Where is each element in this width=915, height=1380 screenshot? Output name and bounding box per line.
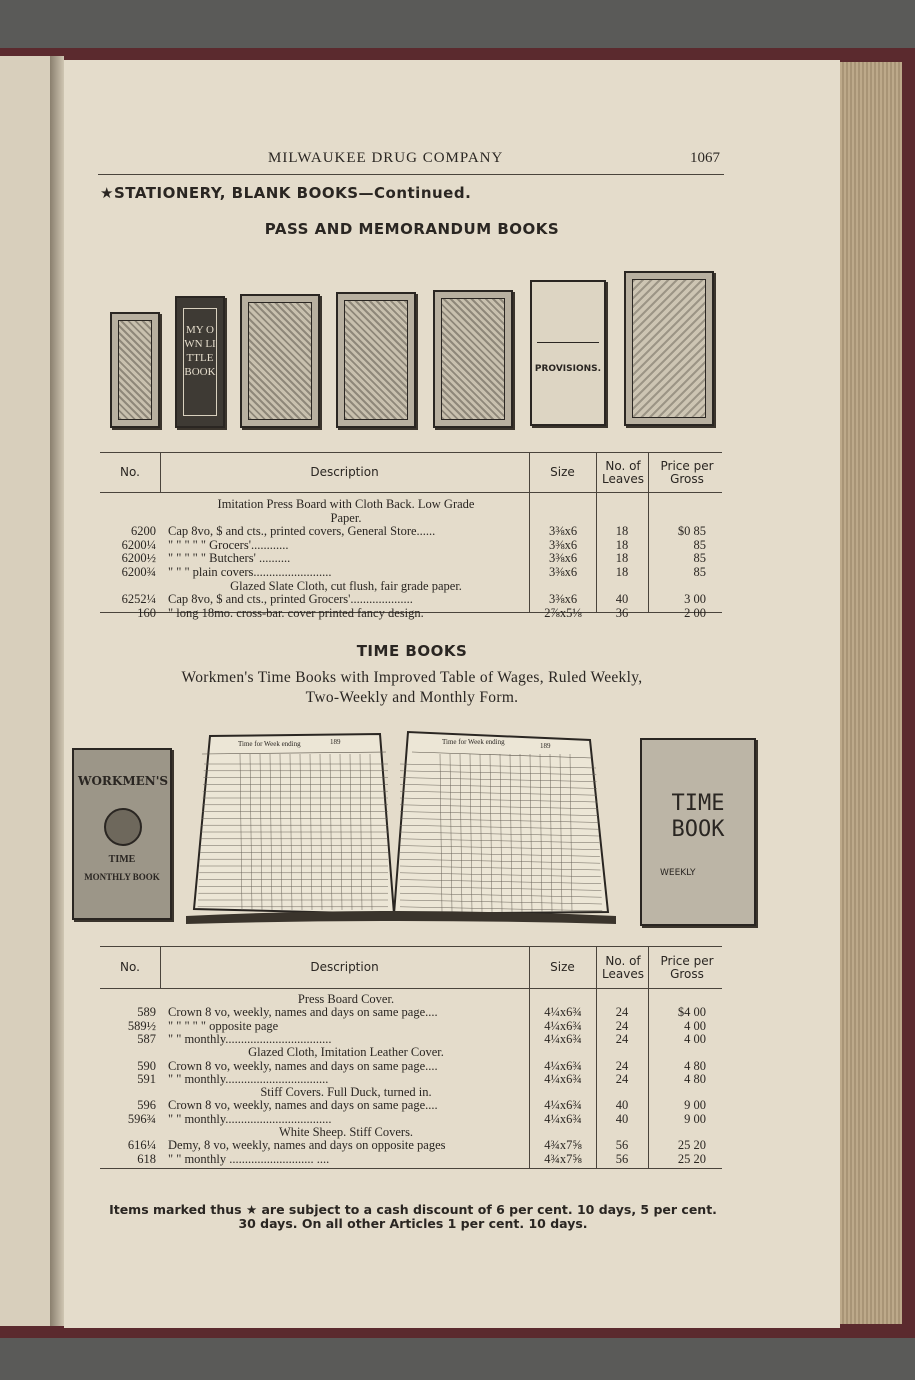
table-cell-price: 4 00	[684, 1019, 706, 1033]
book-gutter	[50, 56, 64, 1326]
table-cell-no: 160	[137, 606, 156, 620]
table-cell-leaves: 24	[615, 1006, 629, 1020]
pass-book-image	[624, 271, 714, 426]
time-books-subheading: Workmen's Time Books with Improved Table of Wages, Ruled Weekly,	[181, 669, 643, 686]
pass-book-image	[530, 280, 606, 426]
table-col-rule	[596, 452, 597, 612]
table-cell-no: 587	[137, 1032, 156, 1046]
col-header: Price per Gross	[660, 459, 714, 486]
col-header: Description	[310, 465, 379, 479]
table-cell-price: $0 85	[677, 525, 706, 539]
table-rule	[100, 1168, 722, 1169]
table-cell-desc: " " monthly..................................	[168, 1032, 332, 1046]
pass-book-image	[175, 296, 225, 428]
table-cell-leaves: 40	[615, 1099, 629, 1113]
table-cell-no: 596¾	[127, 1112, 156, 1126]
table-cell-size: 4¼x6¾	[544, 1032, 582, 1046]
col-header: Size	[550, 465, 575, 479]
table-cell-desc: Cap 8vo, $ and cts., printed Grocers'....................	[168, 593, 413, 607]
header-rule	[98, 174, 724, 175]
pass-book-image	[240, 294, 320, 428]
table-cell-no: 616¼	[127, 1139, 156, 1153]
table-cell-leaves: 24	[615, 1032, 629, 1046]
pass-book-image	[110, 312, 160, 428]
table-cell-desc: Paper.	[330, 511, 362, 525]
table-cell-leaves: 24	[615, 1059, 629, 1073]
table-cell-size: 4¼x6¾	[544, 1072, 582, 1086]
table-cell-desc: Glazed Slate Cloth, cut flush, fair grade paper.	[230, 579, 462, 593]
table-cell-price: 4 80	[684, 1059, 706, 1073]
table-cell-leaves: 40	[615, 1112, 629, 1126]
right-book-title: BOOK	[671, 817, 725, 842]
table-col-rule	[596, 946, 597, 1168]
table-cell-desc: " long 18mo. cross-bar. cover printed fancy design.	[168, 606, 424, 620]
clock-icon	[104, 808, 142, 846]
table-rule	[100, 492, 722, 493]
table-cell-desc: " " " " " Butchers' ..........	[168, 552, 291, 566]
table-cell-leaves: 56	[615, 1139, 629, 1153]
table-cell-desc: " " monthly ........................... ....	[168, 1152, 330, 1166]
col-header: No. of Leaves	[602, 954, 644, 981]
col-header: No. of Leaves	[602, 459, 644, 486]
left-book-sub: MONTHLY BOOK	[84, 872, 160, 882]
left-book-sub: TIME	[108, 854, 136, 865]
table-cell-no: 6200¼	[121, 538, 156, 552]
time-books-subheading: Two-Weekly and Monthly Form.	[305, 689, 519, 706]
table-cell-leaves: 36	[615, 606, 629, 620]
table-cell-size: 3⅜x6	[548, 566, 578, 579]
table-cell-size: 4¼x6¾	[544, 1099, 582, 1113]
table-cell-price: 85	[693, 566, 706, 579]
table-cell-leaves: 40	[615, 593, 629, 607]
table-cell-no: 618	[137, 1152, 156, 1166]
table-cell-leaves: 18	[615, 538, 629, 552]
table-cell-desc: White Sheep. Stiff Covers.	[278, 1126, 414, 1139]
right-book-sub: WEEKLY	[660, 868, 696, 878]
table-col-rule	[648, 452, 649, 612]
open-book-label: Time for Week ending	[238, 740, 301, 748]
table-cell-no: 6252¼	[121, 593, 156, 607]
table-cell-price: 85	[693, 538, 706, 552]
table-cell-no: 6200	[131, 525, 156, 539]
open-book-year: 189	[330, 738, 341, 746]
table-cell-no: 596	[137, 1099, 156, 1113]
table-cell-size: 3⅜x6	[548, 593, 578, 607]
table-rule	[100, 988, 722, 989]
table-cell-desc: Cap 8vo, $ and cts., printed covers, General Store......	[168, 525, 436, 539]
table-col-rule	[648, 946, 649, 1168]
table-cell-size: 4¾x7⅝	[544, 1152, 582, 1166]
table-cell-leaves: 24	[615, 1019, 629, 1033]
table-cell-price: 4 00	[684, 1032, 706, 1046]
table-cell-desc: Crown 8 vo, weekly, names and days on same page....	[168, 1006, 438, 1020]
left-book-title: WORKMEN'S	[78, 774, 169, 788]
section-title: ★STATIONERY, BLANK BOOKS—Continued.	[100, 184, 472, 202]
workmens-time-book-image	[72, 748, 172, 920]
footer-note: 30 days. On all other Articles 1 per cent. 10 days.	[238, 1216, 588, 1231]
table-col-rule	[529, 946, 530, 1168]
col-header: Description	[310, 960, 379, 974]
page-number: 1067	[690, 150, 720, 166]
table-cell-desc: " " " " " Grocers'............	[168, 538, 289, 552]
right-book-title: TIME	[671, 791, 725, 816]
table-cell-desc: Press Board Cover.	[297, 993, 395, 1006]
table-cell-size: 4¼x6¾	[544, 1112, 582, 1126]
table-cell-size: 2⅞x5⅛	[544, 606, 582, 620]
table-cell-desc: " " monthly..................................	[168, 1112, 332, 1126]
table-cell-desc: Imitation Press Board with Cloth Back. Low Grade	[217, 498, 475, 511]
table-cell-no: 589	[137, 1006, 156, 1020]
table-cell-price: 3 00	[684, 593, 706, 607]
table-cell-size: 3⅜x6	[548, 552, 578, 566]
table-cell-price: 25 20	[677, 1139, 706, 1153]
table-cell-leaves: 18	[615, 566, 629, 579]
page-edges	[840, 62, 902, 1324]
table-cell-price: 25 20	[677, 1152, 706, 1166]
open-time-book-image	[180, 724, 620, 929]
pass-book-cover-text: MY OWN LITTLE BOOK	[183, 308, 217, 416]
table-cell-price: 9 00	[684, 1112, 706, 1126]
table-cell-desc: Demy, 8 vo, weekly, names and days on opposite pages	[168, 1139, 446, 1153]
facing-page-edge	[0, 56, 50, 1326]
provisions-label: PROVISIONS.	[534, 364, 602, 374]
table-cell-price: $4 00	[677, 1006, 706, 1020]
table-cell-no: 590	[137, 1059, 156, 1073]
table-cell-desc: " " monthly.................................	[168, 1072, 329, 1086]
weekly-time-book-image	[640, 738, 756, 926]
table-cell-price: 9 00	[684, 1099, 706, 1113]
table-cell-desc: " " " " " opposite page	[168, 1019, 279, 1033]
table-cell-size: 4¼x6¾	[544, 1006, 582, 1020]
pass-books-heading: PASS AND MEMORANDUM BOOKS	[264, 220, 560, 238]
table-cell-no: 589½	[127, 1019, 156, 1033]
table-cell-desc: Stiff Covers. Full Duck, turned in.	[260, 1086, 432, 1100]
table-cell-no: 6200¾	[121, 566, 156, 579]
open-book-label: Time for Week ending	[442, 738, 505, 746]
table-cell-leaves: 18	[615, 525, 629, 539]
col-header: No.	[120, 960, 140, 974]
table-cell-no: 591	[137, 1072, 156, 1086]
table-cell-desc: Crown 8 vo, weekly, names and days on same page....	[168, 1059, 438, 1073]
pass-book-image	[336, 292, 416, 428]
table-cell-leaves: 56	[615, 1152, 629, 1166]
table-cell-price: 85	[693, 552, 706, 566]
table-cell-price: 4 80	[684, 1072, 706, 1086]
table-rule	[100, 946, 722, 947]
table-cell-size: 4¼x6¾	[544, 1019, 582, 1033]
pass-book-image	[433, 290, 513, 428]
time-books-heading: TIME BOOKS	[356, 642, 468, 660]
table-cell-desc: Crown 8 vo, weekly, names and days on same page....	[168, 1099, 438, 1113]
col-header: No.	[120, 465, 140, 479]
table-cell-size: 3⅜x6	[548, 538, 578, 552]
open-book-year: 189	[540, 742, 551, 750]
table-cell-price: 2 00	[684, 606, 706, 620]
footer-note: Items marked thus ★ are subject to a cash discount of 6 per cent. 10 days, 5 per cent.	[109, 1202, 717, 1217]
col-header: Price per Gross	[660, 954, 714, 981]
table-cell-no: 6200½	[121, 552, 156, 566]
table-cell-size: 3⅜x6	[548, 525, 578, 539]
col-header: Size	[550, 960, 575, 974]
table-rule	[100, 452, 722, 453]
table-cell-desc: " " " plain covers.........................	[168, 566, 332, 579]
table-cell-leaves: 24	[615, 1072, 629, 1086]
table-cell-leaves: 18	[615, 552, 629, 566]
table-cell-size: 4¼x6¾	[544, 1059, 582, 1073]
table-cell-size: 4¾x7⅝	[544, 1139, 582, 1153]
running-title: MILWAUKEE DRUG COMPANY	[268, 150, 504, 166]
table-cell-desc: Glazed Cloth, Imitation Leather Cover.	[248, 1046, 444, 1060]
